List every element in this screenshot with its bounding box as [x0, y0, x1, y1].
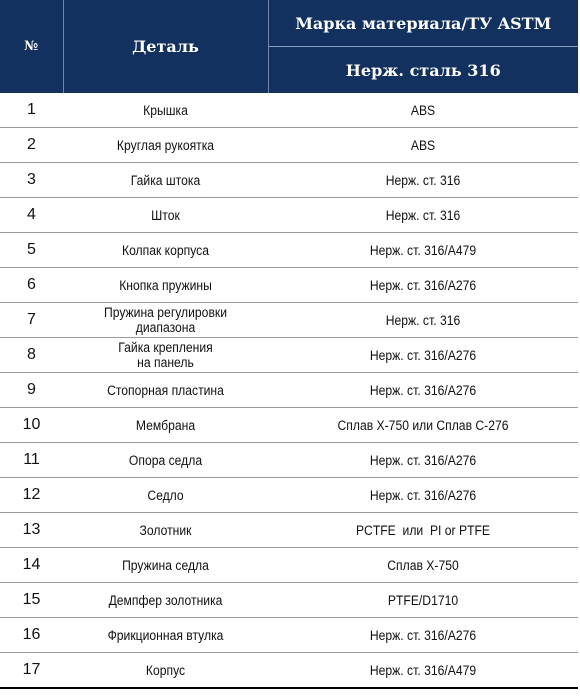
row-number: 3 [0, 163, 63, 198]
row-number: 7 [0, 303, 63, 338]
row-material: Сплав X-750 или Сплав C-276 [284, 408, 563, 443]
table-row [0, 303, 578, 338]
row-material: Нерж. ст. 316/A276 [284, 338, 563, 373]
table-row [0, 618, 578, 653]
row-number: 13 [0, 513, 63, 548]
row-part: Стопорная пластина [73, 373, 258, 408]
table-row [0, 338, 578, 373]
table-row [0, 583, 578, 618]
table-row [0, 233, 578, 268]
row-number: 6 [0, 268, 63, 303]
table-row [0, 408, 578, 443]
table-row [0, 93, 578, 128]
row-part: Шток [73, 198, 258, 233]
table-row [0, 128, 578, 163]
row-part: Гайка штока [73, 163, 258, 198]
row-material: Нерж. ст. 316/A479 [284, 233, 563, 268]
row-part: Седло [73, 478, 258, 513]
row-material: PCTFE или PI or PTFE [284, 513, 563, 548]
row-material: Нерж. ст. 316/A276 [284, 268, 563, 303]
table-row [0, 548, 578, 583]
table-row [0, 268, 578, 303]
row-number: 12 [0, 478, 63, 513]
row-material: Нерж. ст. 316/A276 [284, 618, 563, 653]
table-row [0, 653, 578, 689]
table-row [0, 443, 578, 478]
row-material: Нерж. ст. 316/A479 [369, 662, 477, 678]
row-material: Сплав X-750 [284, 548, 563, 583]
row-number: 10 [0, 408, 63, 443]
table-row [0, 478, 578, 513]
row-part: Золотник [73, 513, 258, 548]
row-part: Колпак корпуса [73, 233, 258, 268]
row-number: 11 [0, 443, 63, 478]
row-part: Пружина седла [73, 548, 258, 583]
row-number: 8 [0, 338, 63, 373]
row-part-line2: диапазона [135, 320, 196, 335]
row-part: Корпус [145, 662, 186, 678]
row-part: Демпфер золотника [73, 583, 258, 618]
table-body [0, 93, 578, 688]
row-part: Кнопка пружины [73, 268, 258, 303]
row-part: Крышка [73, 93, 258, 128]
row-part: Мембрана [73, 408, 258, 443]
row-part-line1: Пружина регулировки [103, 305, 228, 320]
row-number: 17 [22, 661, 41, 678]
row-material: Нерж. ст. 316 [284, 163, 563, 198]
table-row [0, 198, 578, 233]
row-material: Нерж. ст. 316/A276 [284, 373, 563, 408]
row-material: ABS [284, 93, 563, 128]
row-material: Нерж. ст. 316 [284, 303, 563, 338]
row-number: 16 [0, 618, 63, 653]
table-header [0, 0, 578, 93]
row-material: PTFE/D1710 [284, 583, 563, 618]
table-row [0, 373, 578, 408]
row-material: Нерж. ст. 316/A276 [284, 478, 563, 513]
row-part: Круглая рукоятка [73, 128, 258, 163]
row-number: 9 [0, 373, 63, 408]
row-number: 2 [0, 128, 63, 163]
row-number: 5 [0, 233, 63, 268]
row-material: Нерж. ст. 316/A276 [284, 443, 563, 478]
row-material: Нерж. ст. 316 [284, 198, 563, 233]
table-row [0, 513, 578, 548]
row-part: Фрикционная втулка [73, 618, 258, 653]
row-material: ABS [284, 128, 563, 163]
row-part [73, 338, 258, 373]
row-part-line2: на панель [137, 355, 194, 370]
header-number: № [0, 0, 63, 93]
header-material-type: Нерж. сталь 316 [268, 47, 578, 94]
row-part: Опора седла [73, 443, 258, 478]
row-number: 4 [0, 198, 63, 233]
header-material-grade: Марка материала/ТУ ASTM [268, 0, 578, 47]
row-number: 14 [0, 548, 63, 583]
table-row [0, 163, 578, 198]
header-part: Деталь [63, 0, 268, 93]
row-number: 15 [0, 583, 63, 618]
row-number: 1 [0, 93, 63, 128]
row-part-line1: Гайка крепления [118, 340, 213, 355]
row-part [73, 303, 258, 338]
